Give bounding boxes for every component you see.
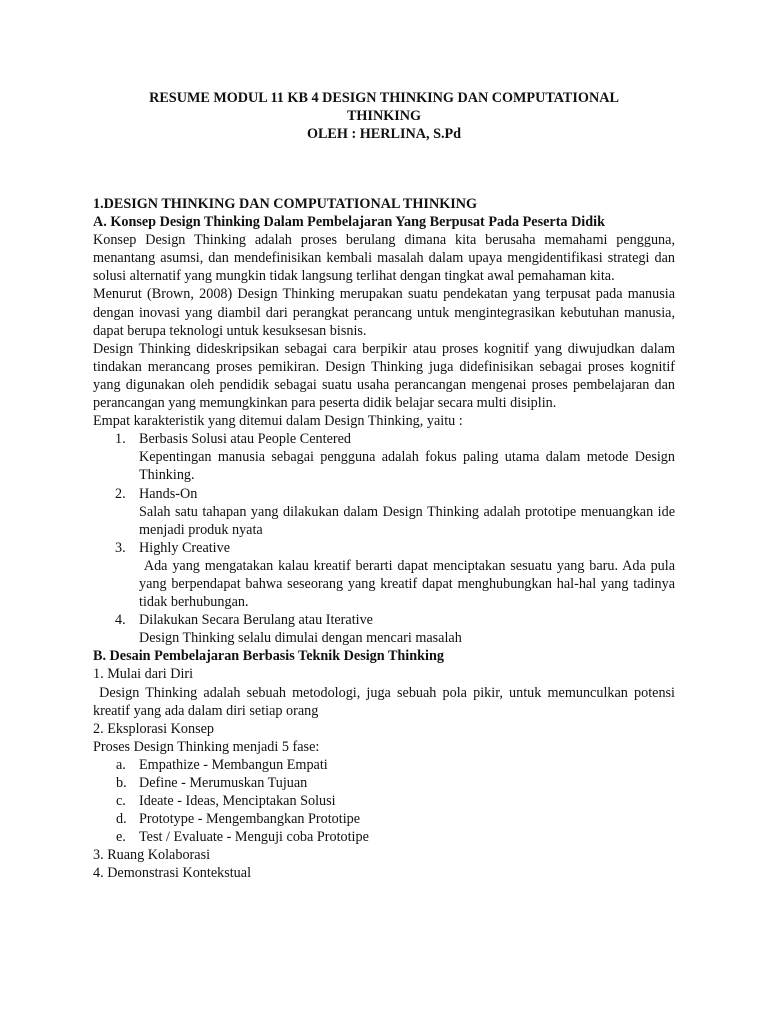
document-title xyxy=(93,89,675,143)
list-marker: 2. xyxy=(115,485,126,502)
subheading-a: A. Konsep Design Thinking Dalam Pembelajaran Yang Berpusat Pada Peserta Didik xyxy=(93,214,605,231)
list-marker: d. xyxy=(116,811,127,828)
title-author: OLEH : HERLINA, S.Pd xyxy=(306,126,462,142)
paragraph-brown: Menurut (Brown, 2008) Design Thinking merupakan suatu pendekatan yang terpusat pada manusia dengan inovasi yang diambil dari perangkat perancang untuk mengintegrasikan kebutuhan manusia, dapat berupa teknologi untuk kesuksesan bisnis. xyxy=(93,286,675,339)
list-intro: Empat karakteristik yang ditemui dalam Design Thinking, yaitu : xyxy=(93,413,463,430)
list-marker: c. xyxy=(116,793,126,810)
step-4-title: 4. Demonstrasi Kontekstual xyxy=(93,865,252,882)
list-item-desc: Kepentingan manusia sebagai pengguna adalah fokus paling utama dalam metode Design Thinking. xyxy=(139,449,675,484)
list-item xyxy=(93,485,675,539)
list-item-desc: Salah satu tahapan yang dilakukan dalam Design Thinking adalah prototipe menuangkan ide menjadi produk nyata xyxy=(139,503,675,538)
list-marker: e. xyxy=(116,829,126,846)
step-1-title: 1. Mulai dari Diri xyxy=(93,666,194,683)
list-item xyxy=(93,539,679,611)
title-line-2: THINKING xyxy=(346,108,422,124)
list-item xyxy=(93,774,675,792)
list-item-desc: Design Thinking selalu dimulai dengan mencari masalah xyxy=(139,630,462,647)
list-marker: 4. xyxy=(115,612,126,629)
list-marker: 1. xyxy=(115,431,126,448)
list-item-title: Dilakukan Secara Berulang atau Iterative xyxy=(139,612,373,629)
paragraph-deskripsi: Design Thinking dideskripsikan sebagai cara berpikir atau proses kognitif yang diwujudkan dalam tindakan merancang proses pemikiran. Design Thinking juga didefinisikan sebagai proses kognitif yang digunakan oleh pendidik sebagai suatu usaha perancangan mengenai proses pembelajaran dan perancangan yang memungkinkan para peserta didik belajar secara multi disiplin. xyxy=(93,340,675,412)
list-item xyxy=(93,828,675,846)
document-body xyxy=(93,195,679,883)
section-heading: 1.DESIGN THINKING DAN COMPUTATIONAL THINKING xyxy=(93,196,478,212)
list-item xyxy=(93,792,675,810)
phase-text: Empathize - Membangun Empati xyxy=(139,756,328,773)
step-3-title: 3. Ruang Kolaborasi xyxy=(93,847,211,864)
step-1-desc: Design Thinking adalah sebuah metodologi, juga sebuah pola pikir, untuk memunculkan potensi kreatif yang ada dalam diri setiap orang xyxy=(93,684,679,719)
list-marker: a. xyxy=(116,756,126,773)
subheading-b: B. Desain Pembelajaran Berbasis Teknik Design Thinking xyxy=(93,648,444,665)
paragraph-konsep: Konsep Design Thinking adalah proses berulang dimana kita berusaha memahami pengguna, menantang asumsi, dan mendefinisikan kembali masalah dalam upaya mengidentifikasi strategi dan solusi alternatif yang mungkin tidak langsung terlihat dengan tingkat awal pemahaman kita. xyxy=(93,232,675,285)
list-marker: b. xyxy=(116,775,127,791)
list-item-title: Highly Creative xyxy=(139,539,231,556)
phase-text: Ideate - Ideas, Menciptakan Solusi xyxy=(139,793,336,810)
list-item xyxy=(93,430,675,484)
list-item-title: Berbasis Solusi atau People Centered xyxy=(139,431,351,448)
title-line-1: RESUME MODUL 11 KB 4 DESIGN THINKING DAN COMPUTATIONAL xyxy=(149,90,619,106)
list-item-desc: Ada yang mengatakan kalau kreatif berarti dapat menciptakan sesuatu yang baru. Ada pula yang berpendapat bahwa seseorang yang kreatif dapat menghubungkan hal-hal yang tadinya tidak berhubungan. xyxy=(139,557,679,611)
list-item xyxy=(93,756,675,774)
step-2-title: 2. Eksplorasi Konsep xyxy=(93,720,214,737)
phase-text: Define - Merumuskan Tujuan xyxy=(139,775,308,791)
phase-text: Test / Evaluate - Menguji coba Prototipe xyxy=(139,829,369,846)
list-marker: 3. xyxy=(115,539,126,556)
list-item xyxy=(93,810,675,828)
list-item-title: Hands-On xyxy=(139,485,198,502)
phase-text: Prototype - Mengembangkan Prototipe xyxy=(139,811,361,828)
list-item xyxy=(93,611,675,647)
phases-intro: Proses Design Thinking menjadi 5 fase: xyxy=(93,738,320,755)
